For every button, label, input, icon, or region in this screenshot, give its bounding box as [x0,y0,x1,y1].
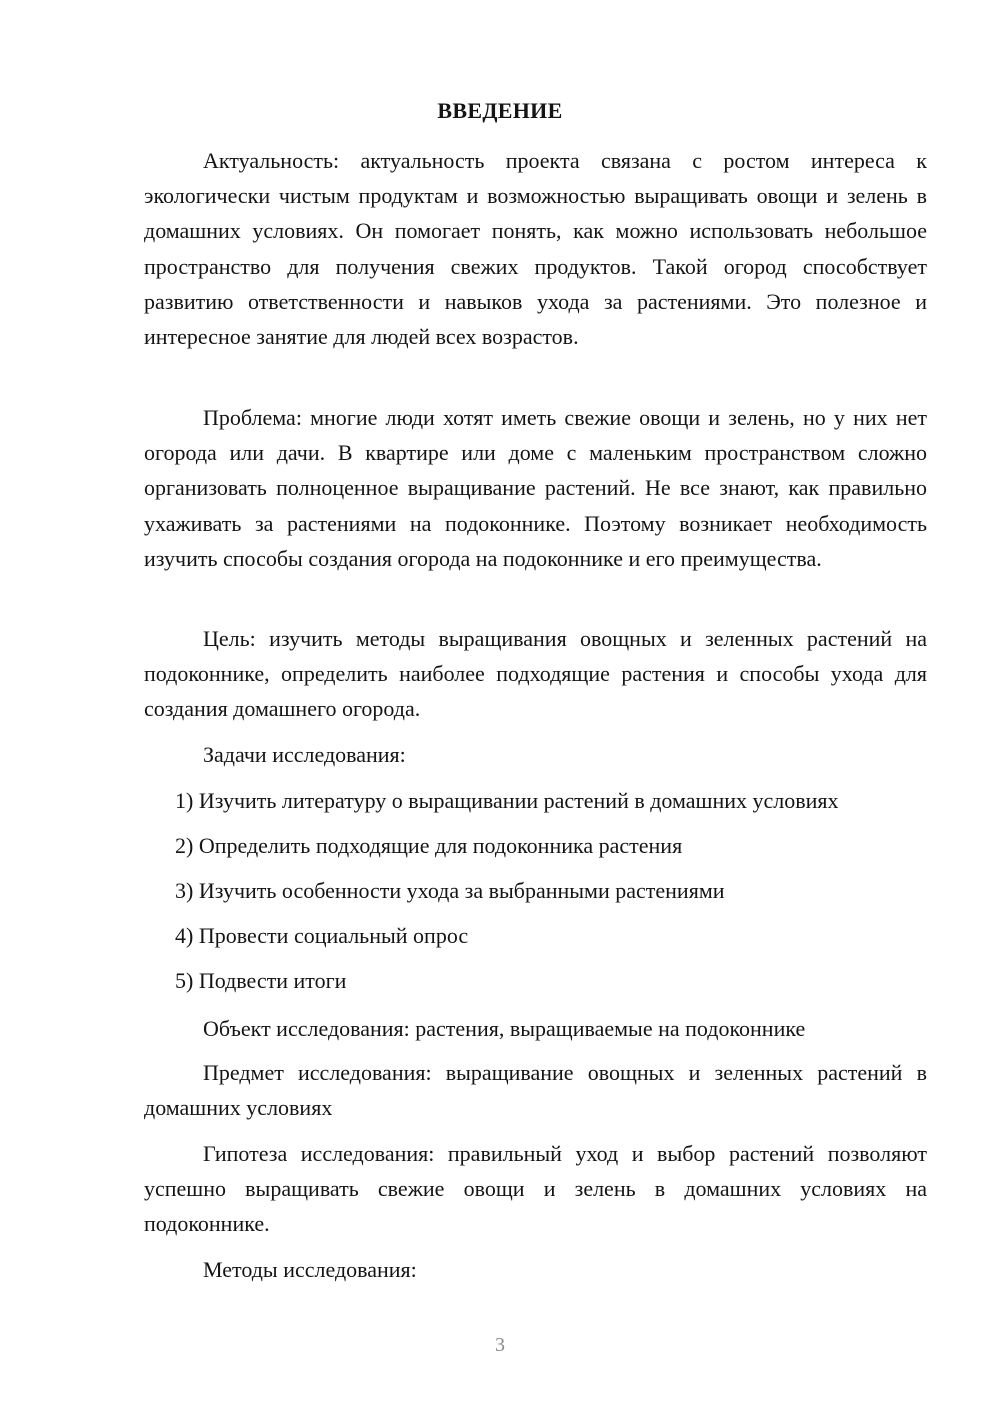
tasks-heading: Задачи исследования: [203,742,406,767]
methods-heading: Методы исследования: [203,1257,417,1282]
task-item: 2) Определить подходящие для подоконника растения [175,833,683,858]
page-number: 3 [495,1334,505,1356]
task-item: 5) Подвести итоги [175,968,347,993]
task-item: 3) Изучить особенности ухода за выбранными растениями [175,878,725,903]
paragraph-subject: Предмет исследования: выращивание овощных и зеленных растений в домашних условиях [144,1060,927,1121]
task-item: 4) Провести социальный опрос [175,923,469,948]
paragraph-goal: Цель: изучить методы выращивания овощных и зеленных растений на подоконнике, определить наиболее подходящие растения и способы ухода для создания домашнего огорода. [144,626,927,722]
paragraph-relevance: Актуальность: актуальность проекта связана с ростом интереса к экологически чистым продуктам и возможностью выращивать овощи и зелень в домашних условиях. Он помогает понять, как можно использовать небольшое пространство для получения свежих продуктов. Такой огород способствует развитию ответственности и навыков ухода за растениями. Это полезное и интересное занятие для людей всех возрастов. [144,148,927,350]
paragraph-problem: Проблема: многие люди хотят иметь свежие овощи и зелень, но у них нет огорода или дачи. В квартире или доме с маленьким пространством сложно организовать полноценное выращивание растений. Не все знают, как правильно ухаживать за растениями на подоконнике. Поэтому возникает необходимость изучить способы создания огорода на подоконнике и его преимущества. [144,405,927,571]
paragraph-hypothesis: Гипотеза исследования: правильный уход и выбор растений позволяют успешно выращивать свежие овощи и зелень в домашних условиях на подоконнике. [144,1141,927,1237]
task-item: 1) Изучить литературу о выращивании растений в домашних условиях [175,788,839,813]
page-title: ВВЕДЕНИЕ [437,98,563,123]
paragraph-object: Объект исследования: растения, выращиваемые на подоконнике [203,1016,806,1041]
